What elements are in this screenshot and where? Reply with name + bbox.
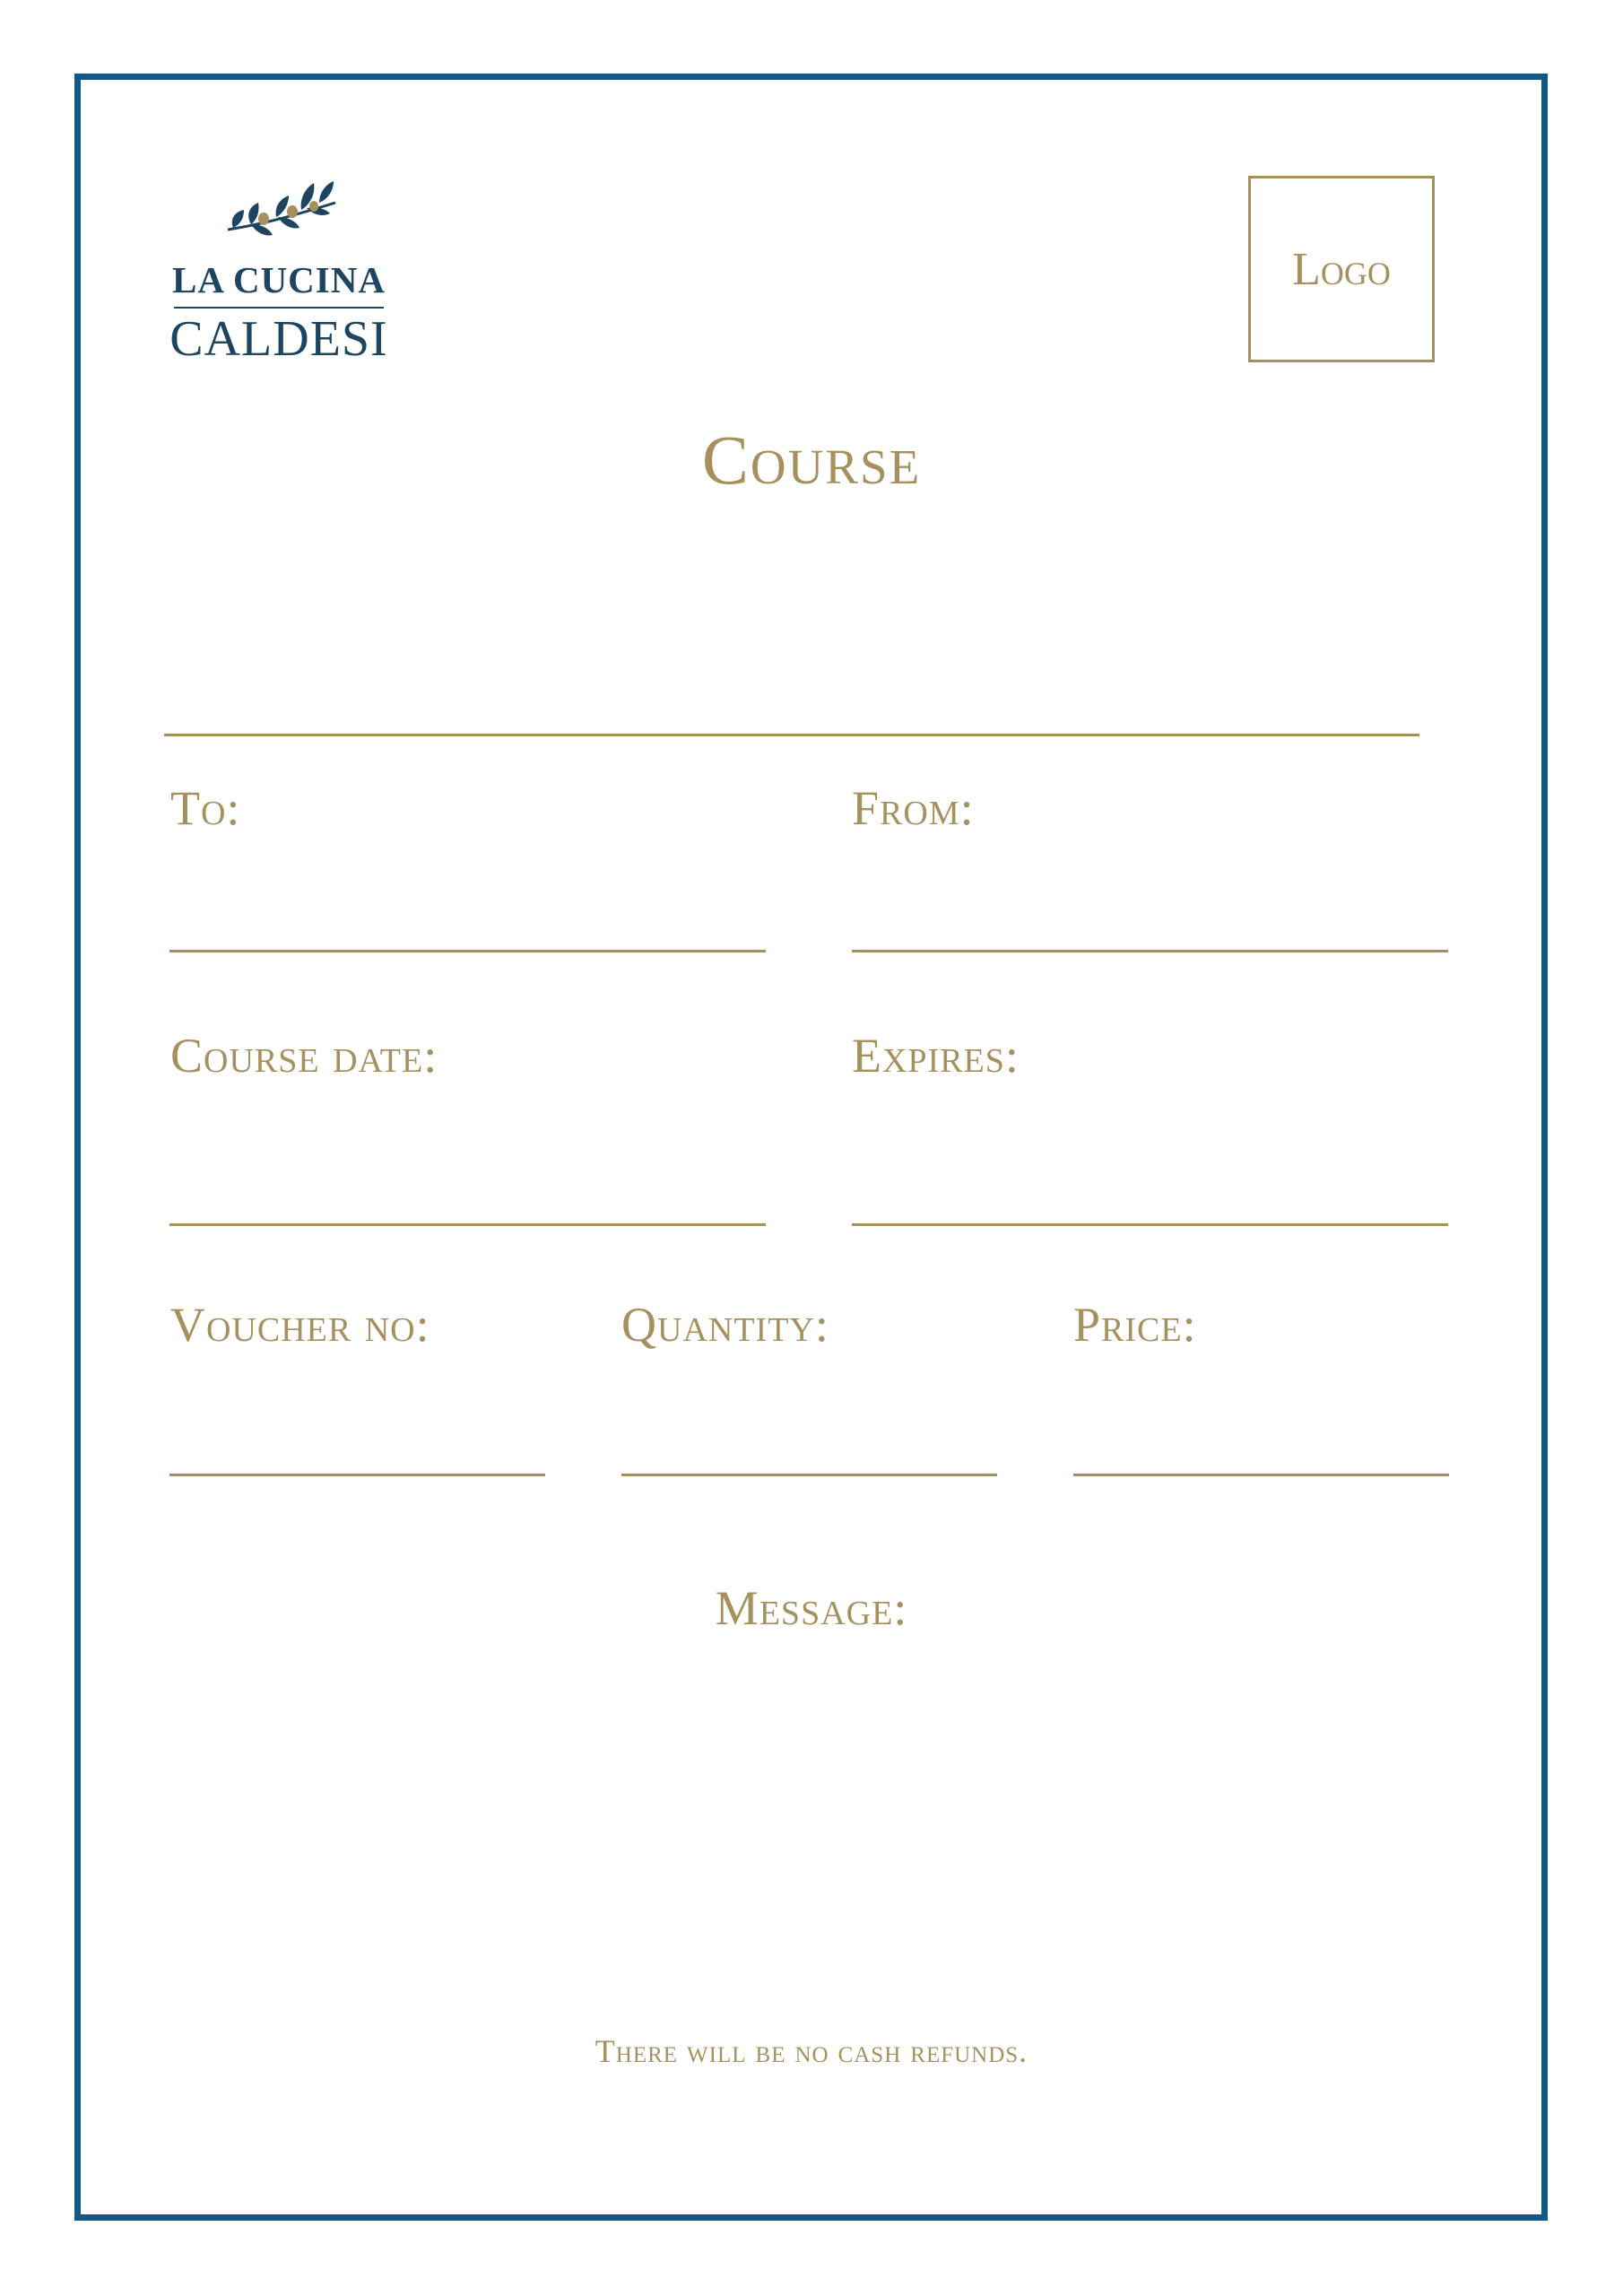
brand-name-line2: CALDESI bbox=[169, 311, 388, 367]
voucher-border bbox=[74, 74, 1548, 2221]
course-name-line[interactable] bbox=[164, 734, 1419, 736]
refund-notice: There will be no cash refunds. bbox=[595, 2033, 1028, 2069]
brand-logo bbox=[169, 176, 389, 366]
to-line[interactable] bbox=[169, 950, 766, 952]
voucher-title: Course bbox=[701, 421, 922, 499]
expires-line[interactable] bbox=[852, 1223, 1448, 1226]
expires-label: Expires: bbox=[852, 1029, 1020, 1083]
voucher-no-label: Voucher no: bbox=[170, 1298, 430, 1352]
course-date-label: Course date: bbox=[170, 1029, 438, 1083]
logo-placeholder-box bbox=[1248, 176, 1435, 362]
olive-branch-icon bbox=[224, 176, 339, 249]
logo-placeholder-text: Logo bbox=[1292, 243, 1391, 295]
price-line[interactable] bbox=[1073, 1474, 1449, 1476]
voucher-no-line[interactable] bbox=[169, 1474, 545, 1476]
course-date-line[interactable] bbox=[169, 1223, 766, 1226]
message-label: Message: bbox=[715, 1581, 908, 1635]
brand-divider bbox=[174, 307, 384, 309]
quantity-line[interactable] bbox=[621, 1474, 997, 1476]
from-label: From: bbox=[852, 781, 975, 835]
from-line[interactable] bbox=[852, 950, 1448, 952]
quantity-label: Quantity: bbox=[621, 1298, 829, 1352]
brand-name-line1: LA CUCINA bbox=[172, 259, 386, 300]
to-label: To: bbox=[170, 781, 241, 835]
price-label: Price: bbox=[1073, 1298, 1197, 1352]
